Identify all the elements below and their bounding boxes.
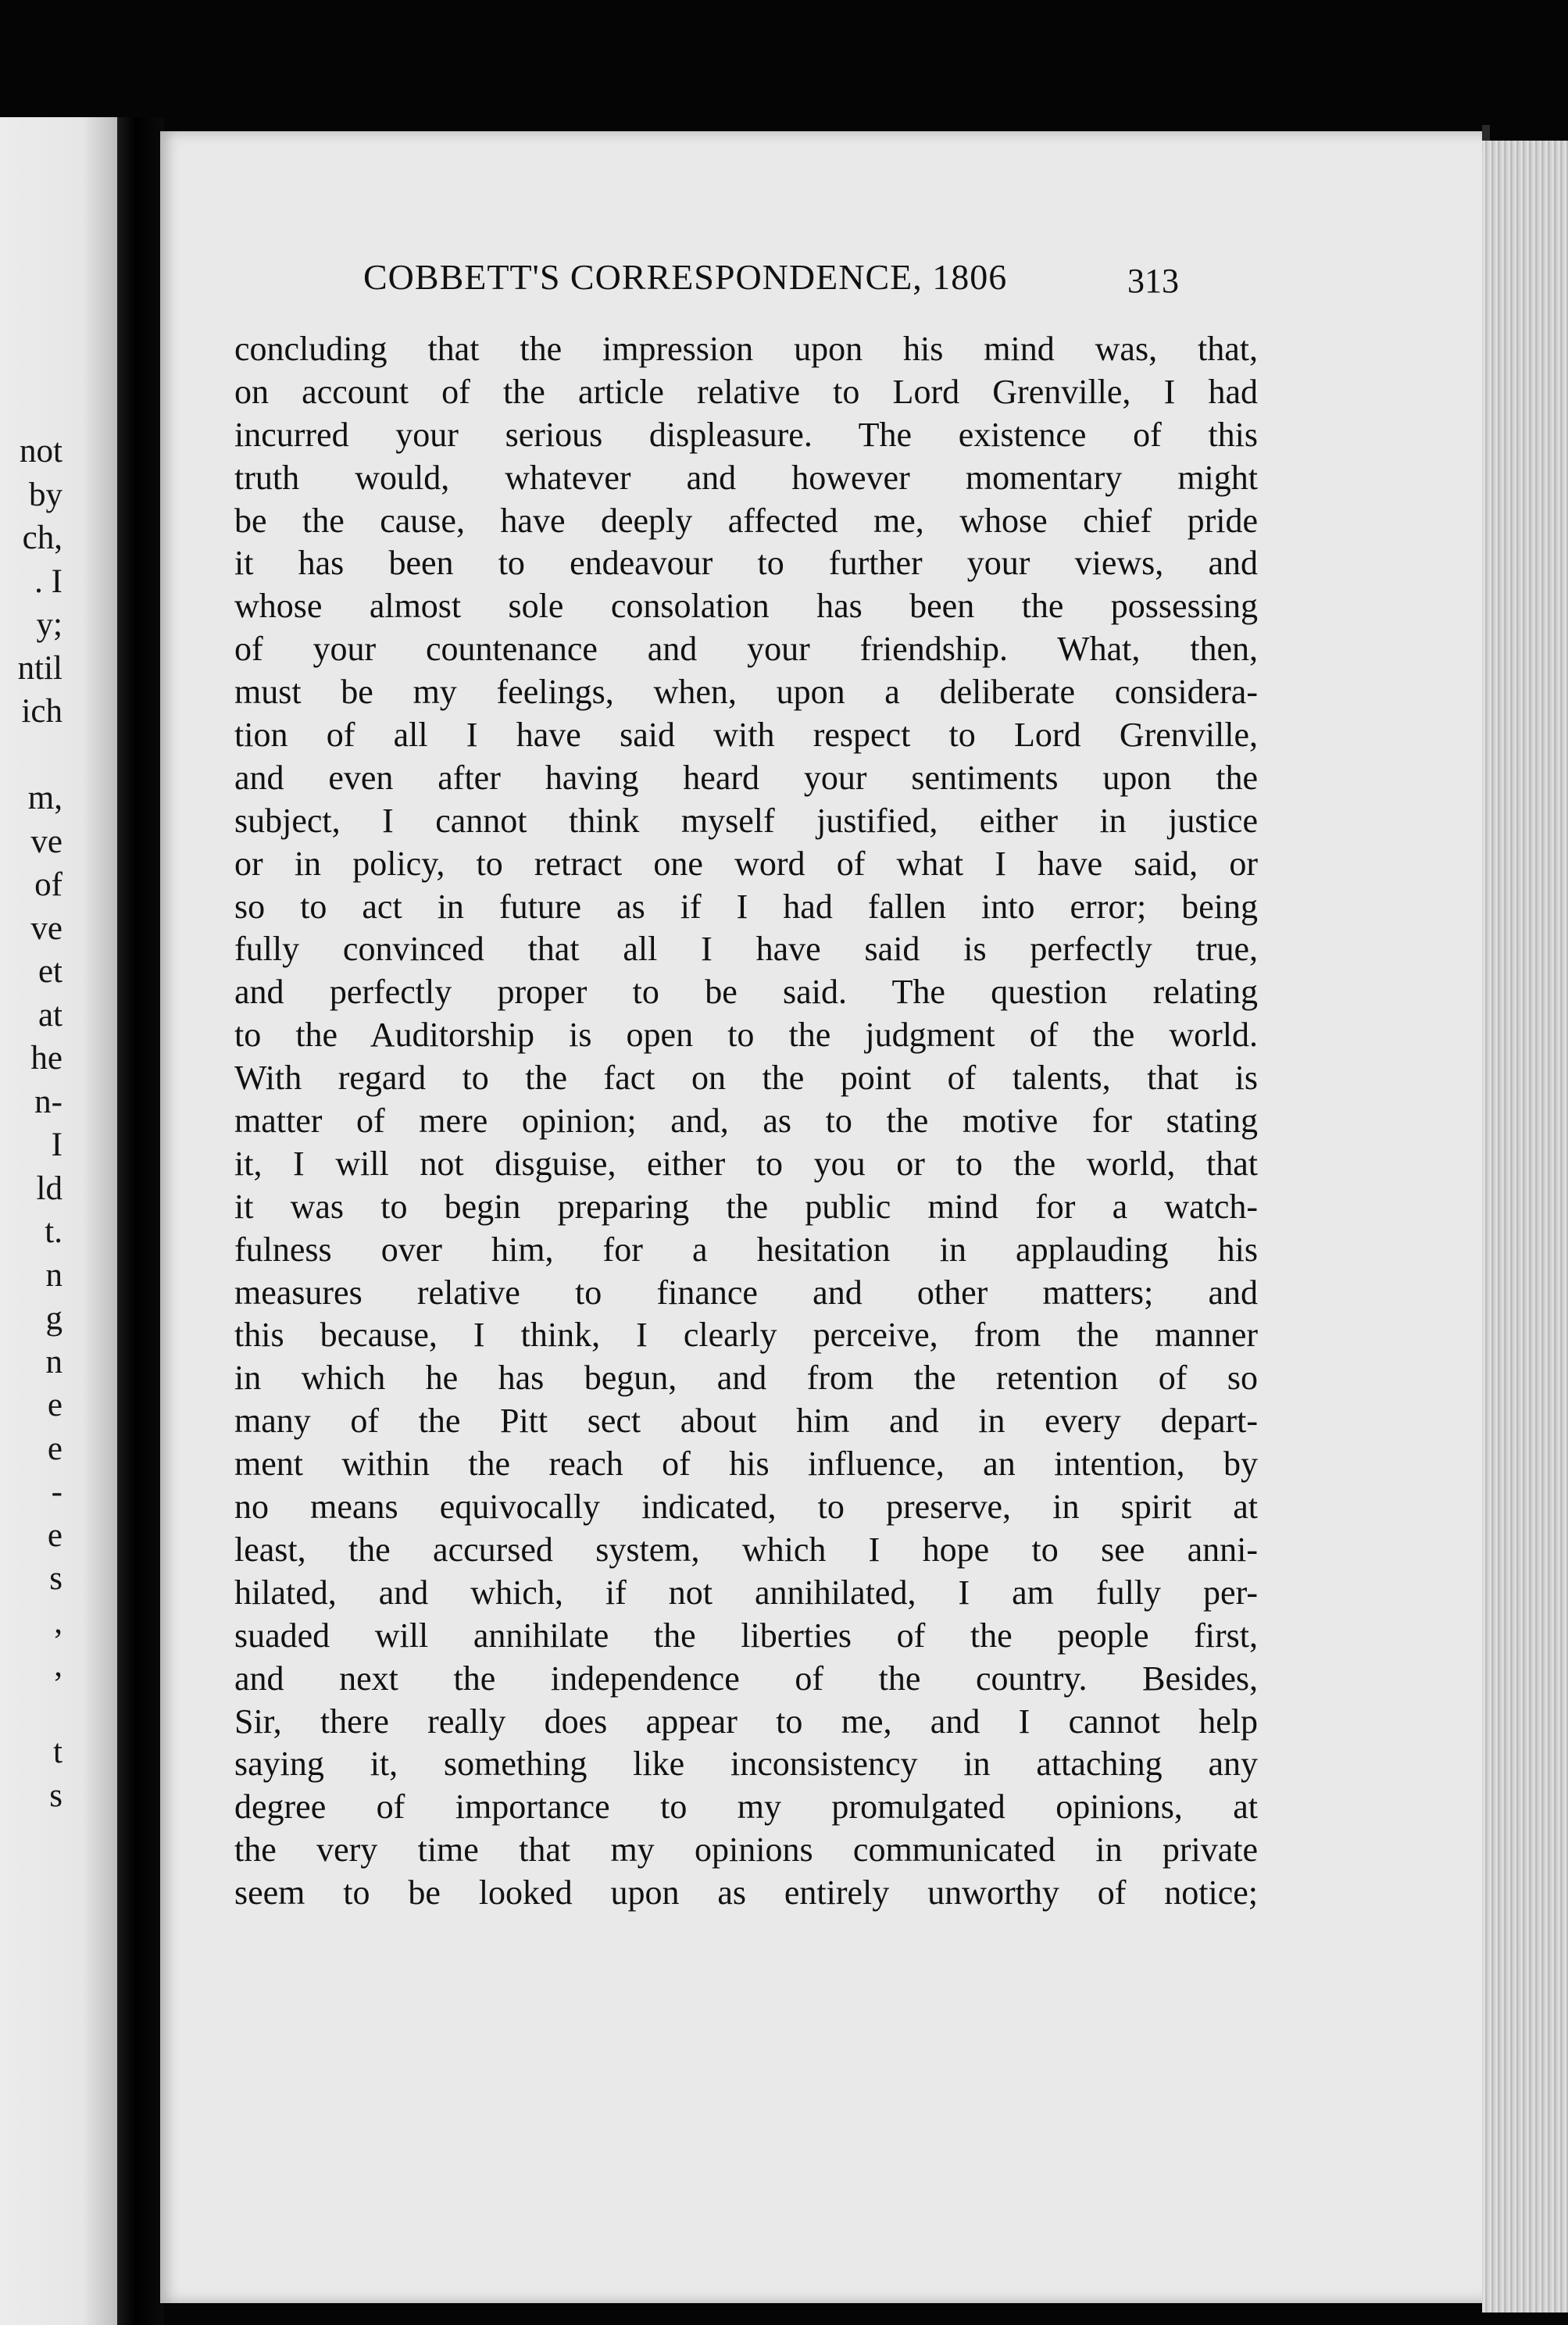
previous-page-fragment: ve [30,823,63,860]
text-line: degree of importance to my promulgated opinions, at [234,1788,1258,1827]
text-line: on account of the article relative to Lord Grenville, I had [234,372,1258,411]
text-line: concluding that the impression upon his mind was, that, [234,330,1258,368]
running-head [363,256,1223,311]
text-line: suaded will annihilate the liberties of the people first, [234,1616,1258,1655]
text-line: the very time that my opinions communicated in private [234,1830,1258,1870]
text-line: measures relative to finance and other matters; and [234,1273,1258,1312]
text-line: it, I will not disguise, either to you or to the world, that [234,1144,1258,1183]
previous-page-fragment: e [47,1430,63,1467]
text-line: of your countenance and your friendship. What, then, [234,630,1258,669]
previous-page-fragment: ve [30,909,63,947]
previous-page-fragment: by [29,476,63,513]
text-line: it was to begin preparing the public mind for a watch- [234,1187,1258,1226]
page-number: 313 [1127,262,1179,300]
previous-page-fragment: not [20,433,63,470]
previous-page-fragment: t. [45,1213,63,1250]
text-line: fulness over him, for a hesitation in applauding his [234,1230,1258,1269]
previous-page-fragment: s [49,1560,63,1597]
previous-page-fragment: ich [21,693,63,730]
text-line: it has been to endeavour to further your views, and [234,544,1258,583]
text-line: With regard to the fact on the point of talents, that is [234,1059,1258,1098]
previous-page-fragment: he [30,1040,63,1077]
text-line: so to act in future as if I had fallen into error; being [234,887,1258,926]
text-line: or in policy, to retract one word of what I have said, or [234,844,1258,883]
text-line: and even after having heard your sentiments upon the [234,758,1258,797]
text-line: in which he has begun, and from the retention of so [234,1359,1258,1398]
previous-page-text [0,430,63,1817]
previous-page-fragment: et [38,953,63,990]
previous-page-fragment: m, [27,780,63,816]
text-line: and next the independence of the country. Besides, [234,1659,1258,1698]
previous-page-fragment: I [51,1127,63,1163]
text-line: tion of all I have said with respect to Lord Grenville, [234,716,1258,755]
previous-page-fragment: n [45,1343,63,1380]
text-line: many of the Pitt sect about him and in every depart- [234,1402,1258,1441]
book-gutter [117,117,164,2325]
previous-page-fragment: ch, [22,520,63,556]
previous-page-fragment: t [53,1734,63,1770]
previous-page-fragment: n [45,1256,63,1294]
previous-page-fragment: . I [34,562,63,600]
text-line: must be my feelings, when, upon a deliberate considera- [234,673,1258,712]
text-line: be the cause, have deeply affected me, whose chief pride [234,501,1258,540]
text-line: truth would, whatever and however momentary might [234,458,1258,497]
previous-page-fragment: e [47,1387,63,1423]
text-line: whose almost sole consolation has been the possessing [234,587,1258,626]
previous-page-fragment: ntil [17,649,63,687]
text-line: matter of mere opinion; and, as to the motive for stating [234,1102,1258,1141]
text-line: no means equivocally indicated, to preserve, in spirit at [234,1488,1258,1527]
text-line: seem to be looked upon as entirely unworthy of notice; [234,1873,1258,1912]
previous-page-fragment: , [54,1647,63,1684]
text-line: Sir, there really does appear to me, and I cannot help [234,1702,1258,1741]
previous-page-fragment: y; [36,606,63,643]
text-line: and perfectly proper to be said. The question relating [234,973,1258,1012]
text-line: hilated, and which, if not annihilated, I am fully per- [234,1573,1258,1612]
text-line: to the Auditorship is open to the judgment of the world. [234,1016,1258,1055]
previous-page-fragment: n- [34,1083,63,1120]
previous-page-fragment: at [38,996,63,1034]
previous-page [0,117,117,2325]
previous-page-fragment: s [49,1777,63,1814]
text-line: fully convinced that all I have said is perfectly true, [234,930,1258,969]
previous-page-fragment: g [45,1300,63,1337]
previous-page-fragment [0,734,63,777]
previous-page-fragment [0,1688,63,1731]
text-line: ment within the reach of his influence, an intention, by [234,1445,1258,1484]
text-line: least, the accursed system, which I hope to see anni- [234,1530,1258,1569]
text-line: saying it, something like inconsistency in attaching any [234,1745,1258,1784]
previous-page-fragment: of [34,866,63,903]
previous-page-fragment: e [47,1516,63,1554]
previous-page-fragment: ld [36,1170,63,1207]
text-line: this because, I think, I clearly perceive, from the manner [234,1316,1258,1355]
body-text [234,328,1258,1915]
running-title: COBBETT'S CORRESPONDENCE, 1806 [363,257,1008,297]
text-line: subject, I cannot think myself justified, either in justice [234,801,1258,840]
text-line: incurred your serious displeasure. The existence of this [234,415,1258,454]
page-stack-edge [1482,141,1568,2312]
previous-page-fragment: - [51,1473,63,1510]
previous-page-fragment: , [54,1603,63,1641]
